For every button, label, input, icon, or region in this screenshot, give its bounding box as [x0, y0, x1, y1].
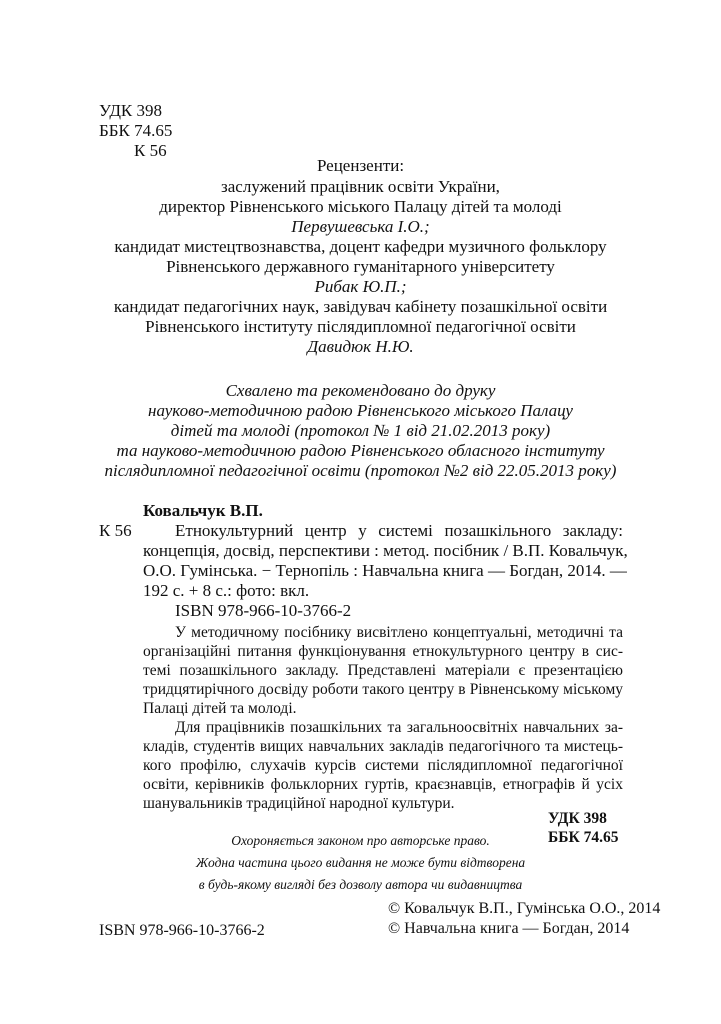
annotation-line: Для працівників позашкільних та загальноосвітніх навчальних за- [175, 719, 623, 736]
reviewer-name: Рибак Ю.П.; [314, 277, 407, 296]
reviewer-line: Рівненського державного гуманітарного університету [166, 257, 555, 276]
reviewer-line: кандидат педагогічних наук, завідувач кабінету позашкільної освіти [113, 297, 608, 316]
annotation-line: тридцятирічного досвіду роботи такого центру в Рівненському міському [143, 681, 623, 698]
bibliography-line: концепція, досвід, перспективи : метод. посібник / В.П. Ковальчук, [143, 541, 628, 560]
reviewer-line: Рівненського інституту післядипломної педагогічної освіти [145, 317, 576, 336]
bibliography-line: О.О. Гумінська. − Тернопіль : Навчальна книга — Богдан, 2014. — [143, 561, 627, 580]
approval-line: Схвалено та рекомендовано до друку [225, 381, 496, 400]
copyright-authors: © Ковальчук В.П., Гумінська О.О., 2014 [388, 900, 661, 917]
reviewers-heading: Рецензенти: [316, 156, 405, 175]
bibliography-line: 192 с. + 8 с.: фото: вкл. [143, 581, 310, 600]
annotation-bbk: ББК 74.65 [548, 829, 619, 846]
udk-code: УДК 398 [99, 101, 163, 120]
approval-line: дітей та молоді (протокол № 1 від 21.02.2013 року) [170, 421, 551, 440]
annotation-line: темі позашкільного закладу. Представлені матеріали є презентацією [143, 662, 623, 679]
annotation-line: освіти, керівників фольклорних гуртів, краєзнавців, етнографів й усіх [143, 776, 623, 793]
reviewer-line: директор Рівненського міського Палацу дітей та молоді [159, 197, 562, 216]
reviewer-line: кандидат мистецтвознавства, доцент кафедри музичного фольклору [114, 237, 607, 256]
approval-line: науково-методичною радою Рівненського міського Палацу [148, 401, 573, 420]
annotation-udk: УДК 398 [548, 810, 607, 827]
notice-line: Охороняється законом про авторське право. [231, 833, 490, 848]
annotation-line: Палаці дітей та молоді. [143, 700, 297, 717]
reviewer-name: Давидюк Н.Ю. [307, 337, 414, 356]
annotation-line: кладів, студентів вищих навчальних закладів педагогічного та мистець- [143, 738, 623, 755]
annotation-line: У методичному посібнику висвітлено концептуальні, методичні та [175, 624, 623, 641]
bbk-code: ББК 74.65 [99, 121, 173, 140]
bibliography-line: Етнокультурний центр у системі позашкільного закладу: [175, 521, 623, 540]
bibliography-isbn: ISBN 978-966-10-3766-2 [175, 601, 352, 620]
notice-line: Жодна частина цього видання не може бути відтворена [195, 855, 526, 870]
reviewer-line: заслужений працівник освіти України, [221, 177, 500, 196]
bibliography-author: Ковальчук В.П. [143, 501, 263, 520]
footer-isbn: ISBN 978-966-10-3766-2 [99, 922, 265, 939]
bibliography-mark: К 56 [99, 521, 132, 540]
reviewer-name: Первушевська І.О.; [291, 217, 430, 236]
copyright-publisher: © Навчальна книга — Богдан, 2014 [388, 920, 630, 937]
approval-line: та науково-методичною радою Рівненського обласного інституту [116, 441, 605, 460]
annotation-line: кого профілю, слухачів курсів системи післядипломної педагогічної [143, 757, 623, 774]
notice-line: в будь-якому вигляді без дозволу автора чи видавництва [198, 877, 523, 892]
approval-line: післядипломної педагогічної освіти (протокол №2 від 22.05.2013 року) [104, 461, 617, 480]
annotation-line: шанувальників традиційної народної культури. [143, 795, 455, 812]
annotation-line: організаційні питання функціонування етнокультурного центру в сис- [143, 643, 623, 660]
author-mark: К 56 [134, 141, 167, 160]
